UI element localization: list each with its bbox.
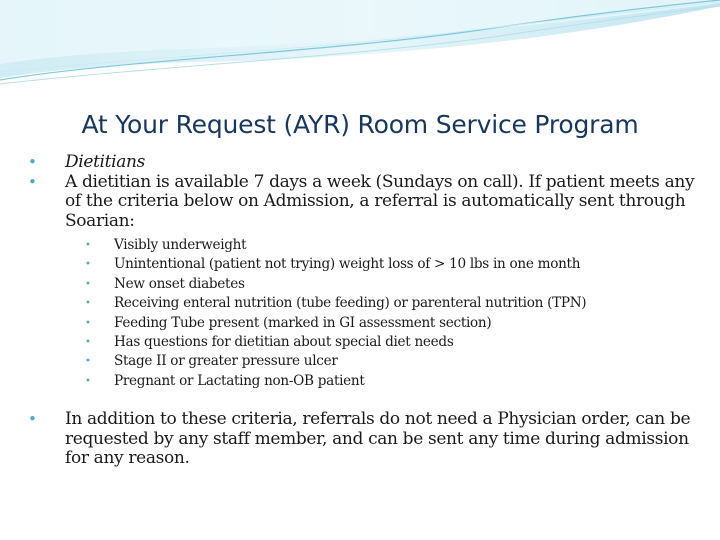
list-item <box>28 352 708 371</box>
list-item <box>28 294 708 313</box>
sub-bullet-icon: • <box>85 278 91 290</box>
criteria-text: Receiving enteral nutrition (tube feeding) or parenteral nutrition (TPN) <box>114 295 587 312</box>
bullet-dietitians <box>28 153 708 173</box>
bullet-icon: • <box>28 410 37 429</box>
criteria-text: Visibly underweight <box>114 237 247 253</box>
list-item <box>28 314 708 333</box>
criteria-list <box>28 236 708 391</box>
criteria-text: Feeding Tube present (marked in GI assessment section) <box>114 314 492 331</box>
sub-bullet-icon: • <box>85 356 91 368</box>
list-item <box>28 275 708 294</box>
list-item <box>28 372 708 391</box>
sub-bullet-icon: • <box>85 317 91 329</box>
list-item <box>28 333 708 352</box>
criteria-text: New onset diabetes <box>114 275 245 292</box>
sub-bullet-icon: • <box>85 337 91 349</box>
decorative-wave-header <box>0 0 720 100</box>
bullet-closing <box>28 410 708 469</box>
criteria-text: Stage II or greater pressure ulcer <box>114 353 338 370</box>
bullet-icon: • <box>28 153 37 171</box>
sub-bullet-icon: • <box>85 298 91 310</box>
slide-title: At Your Request (AYR) Room Service Program <box>81 110 639 139</box>
list-item <box>28 236 708 255</box>
slide-body <box>28 153 708 469</box>
sub-bullet-icon: • <box>85 259 91 271</box>
sub-bullet-icon: • <box>85 375 91 387</box>
list-item <box>28 255 708 274</box>
criteria-text: Pregnant or Lactating non-OB patient <box>114 372 365 389</box>
bullet-icon: • <box>28 172 37 191</box>
bullet-text: In addition to these criteria, referrals do not need a Physician order, can be requested by any staff member, and can be sent any time during admission for any reason. <box>65 409 691 469</box>
spacer <box>28 391 708 410</box>
criteria-text: Has questions for dietitian about special diet needs <box>114 334 454 351</box>
criteria-text: Unintentional (patient not trying) weight loss of > 10 lbs in one month <box>114 256 581 273</box>
sub-bullet-icon: • <box>85 240 91 251</box>
bullet-text: Dietitians <box>65 152 145 172</box>
bullet-text: A dietitian is available 7 days a week (Sundays on call). If patient meets any of the criteria below on Admission, a referral is automatically sent through Soarian: <box>65 171 695 231</box>
bullet-availability <box>28 173 708 232</box>
